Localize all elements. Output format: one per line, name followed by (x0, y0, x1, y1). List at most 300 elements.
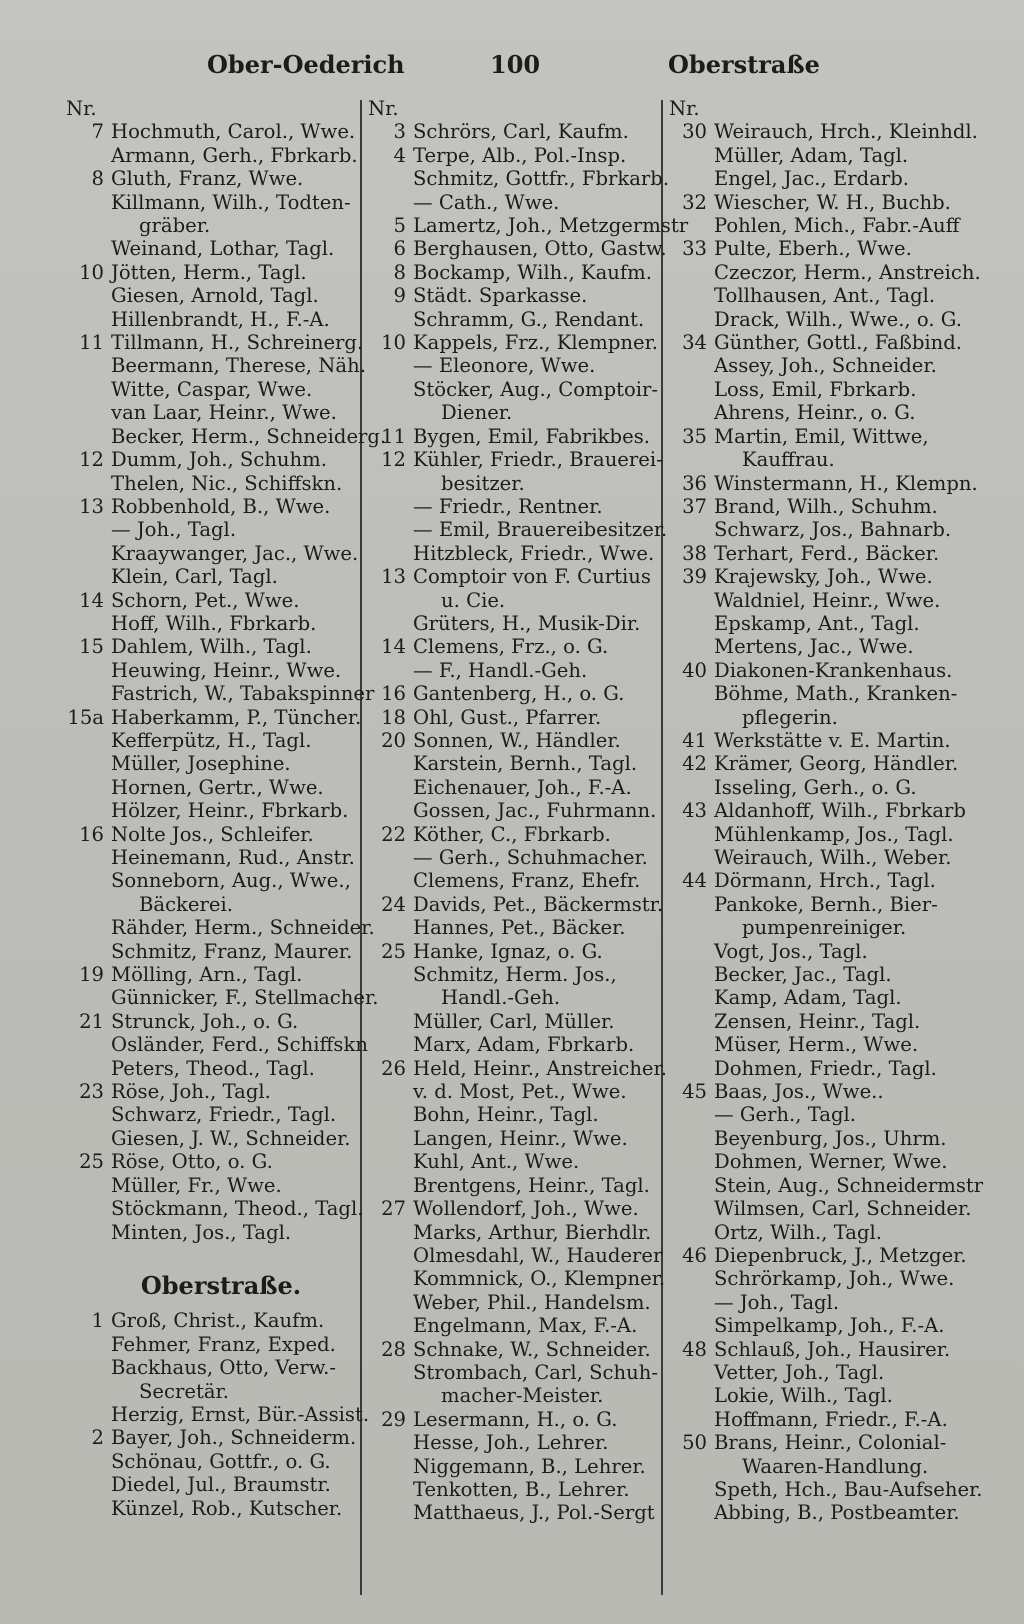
directory-entry (66, 963, 356, 986)
resident-text: Brentgens, Heinr., Tagl. (413, 1173, 650, 1197)
directory-entry (368, 1291, 661, 1314)
directory-entry (66, 1450, 356, 1473)
resident-text: Müller, Fr., Wwe. (111, 1173, 282, 1197)
directory-entry (669, 565, 971, 588)
directory-entry (66, 120, 356, 143)
directory-entry (669, 378, 971, 401)
house-number: 8 (91, 167, 104, 191)
house-number: 23 (79, 1080, 104, 1104)
resident-text: Bäckerei. (139, 892, 233, 916)
resident-text: — Friedr., Rentner. (413, 494, 603, 518)
resident-text: Eichenauer, Joh., F.-A. (413, 775, 632, 799)
house-number (66, 191, 111, 214)
directory-entry (669, 448, 971, 471)
house-number: 15a (67, 705, 104, 729)
directory-entry (368, 1501, 661, 1524)
resident-text: Dohmen, Werner, Wwe. (714, 1150, 948, 1174)
directory-entry (669, 612, 971, 635)
resident-text: Haberkamm, P., Tüncher. (111, 705, 362, 729)
directory-entry (368, 776, 661, 799)
house-number (368, 799, 413, 822)
house-number (669, 706, 714, 729)
house-number: 13 (79, 494, 104, 518)
directory-entry (669, 425, 971, 448)
resident-text: Kommnick, O., Klempner. (413, 1267, 666, 1291)
directory-entry (669, 940, 971, 963)
resident-text: Jötten, Herm., Tagl. (111, 260, 307, 284)
resident-text: Krajewsky, Joh., Wwe. (714, 565, 933, 589)
house-number (66, 1333, 111, 1356)
house-number (368, 1010, 413, 1033)
directory-entry (669, 1455, 971, 1478)
resident-text: Minten, Jos., Tagl. (111, 1220, 292, 1244)
house-number: 16 (381, 682, 406, 706)
resident-text: Bohn, Heinr., Tagl. (413, 1103, 599, 1127)
house-number: 11 (381, 424, 406, 448)
resident-text: Clemens, Frz., o. G. (413, 635, 609, 659)
resident-text: Comptoir von F. Curtius (413, 565, 651, 589)
house-number (669, 1291, 714, 1314)
resident-text: Weirauch, Wilh., Weber. (714, 846, 952, 869)
directory-entry (368, 191, 661, 214)
directory-entry (669, 167, 971, 190)
directory-entry (669, 1291, 971, 1314)
resident-text: Heuwing, Heinr., Wwe. (111, 658, 342, 682)
directory-entry (368, 472, 661, 495)
house-number (669, 354, 714, 377)
house-number: 22 (381, 822, 406, 846)
directory-entry (66, 589, 356, 612)
directory-entry (669, 1127, 971, 1150)
directory-entry (368, 1056, 667, 1080)
directory-entry (669, 1267, 971, 1290)
house-number (66, 1380, 111, 1403)
resident-text: Nolte Jos., Schleifer. (111, 822, 314, 846)
resident-text: Diener. (441, 401, 513, 425)
resident-text: Schmitz, Gottfr., Fbrkarb. (413, 167, 670, 191)
resident-text: Drack, Wilh., Wwe., o. G. (714, 307, 962, 331)
house-number (669, 518, 714, 541)
resident-text: Köther, C., Fbrkarb. (413, 822, 611, 846)
resident-text: Dumm, Joh., Schuhm. (111, 448, 327, 472)
column-2 (368, 97, 689, 1525)
directory-entry (66, 1033, 368, 1057)
directory-entry (669, 706, 971, 729)
resident-text: Städt. Sparkasse. (413, 284, 588, 308)
directory-entry (368, 986, 661, 1009)
house-number (669, 1174, 714, 1197)
house-number (66, 1403, 111, 1426)
house-number: 25 (381, 939, 406, 963)
house-number (669, 682, 714, 705)
house-number (368, 1501, 413, 1524)
directory-entry (66, 869, 356, 892)
house-number (66, 682, 111, 705)
directory-entry (66, 940, 356, 963)
resident-text: Schorn, Pet., Wwe. (111, 588, 300, 612)
house-number (669, 378, 714, 401)
directory-entry (368, 1103, 661, 1126)
resident-text: Terhart, Ferd., Bäcker. (714, 541, 940, 565)
house-number: 13 (381, 565, 406, 589)
resident-text: Lesermann, H., o. G. (413, 1407, 618, 1431)
directory-entry (66, 424, 387, 448)
directory-entry (368, 1080, 661, 1103)
house-number (66, 425, 111, 448)
directory-entry (66, 518, 356, 541)
house-number: 10 (79, 260, 104, 284)
house-number (66, 378, 111, 401)
directory-entry (368, 1244, 661, 1267)
directory-entry (669, 1384, 971, 1407)
resident-text: Zensen, Heinr., Tagl. (714, 1009, 921, 1033)
house-number (368, 1384, 413, 1407)
house-number (669, 144, 714, 167)
column-divider-2 (661, 100, 663, 1595)
directory-entry (368, 963, 661, 986)
resident-text: — Cath., Wwe. (413, 190, 560, 214)
resident-text: Aldanhoff, Wilh., Fbrkarb (714, 799, 966, 823)
house-number: 21 (79, 1009, 104, 1033)
resident-text: Tillmann, H., Schreinerg. (111, 331, 364, 355)
directory-entry (66, 1473, 356, 1496)
resident-text: Röse, Joh., Tagl. (111, 1080, 271, 1104)
directory-entry (66, 705, 362, 729)
directory-entry (66, 635, 356, 658)
resident-text: Hillenbrandt, H., F.-A. (111, 307, 330, 331)
resident-text: Becker, Jac., Tagl. (714, 963, 892, 987)
resident-text: Weirauch, Hrch., Kleinhdl. (714, 120, 978, 144)
resident-text: Grüters, H., Musik-Dir. (413, 611, 641, 635)
resident-text: Kamp, Adam, Tagl. (714, 986, 902, 1010)
page-number: 100 (490, 50, 541, 79)
directory-entry (66, 1010, 356, 1033)
resident-text: Becker, Herm., Schneiderg. (111, 424, 387, 448)
resident-text: Matthaeus, J., Pol.-Sergt (413, 1501, 655, 1525)
house-number (669, 940, 714, 963)
resident-text: Gluth, Franz, Wwe. (111, 167, 304, 191)
directory-entry (66, 729, 356, 752)
house-number (669, 167, 714, 190)
resident-text: Simpelkamp, Joh., F.-A. (714, 1314, 945, 1338)
house-number (66, 940, 111, 963)
house-number (66, 1127, 111, 1150)
house-number (669, 1361, 714, 1384)
directory-entry (66, 214, 356, 237)
house-number (66, 1033, 111, 1056)
resident-text: Marks, Arthur, Bierhdlr. (413, 1220, 652, 1244)
directory-entry (368, 1197, 661, 1220)
directory-entry (66, 472, 356, 495)
resident-text: Hölzer, Heinr., Fbrkarb. (111, 799, 349, 823)
directory-entry (669, 284, 971, 307)
house-number (368, 167, 413, 190)
house-number: 25 (79, 1150, 104, 1174)
house-number (66, 799, 111, 822)
directory-entry (66, 565, 356, 588)
house-number: 5 (393, 214, 406, 238)
directory-entry (66, 1174, 356, 1197)
house-number: 15 (79, 635, 104, 659)
house-number: 38 (682, 541, 707, 565)
resident-text: v. d. Most, Pet., Wwe. (413, 1080, 627, 1104)
directory-entry (669, 1103, 971, 1126)
directory-entry (368, 495, 661, 518)
house-number (368, 1033, 413, 1056)
house-number (669, 846, 714, 869)
resident-text: Weinand, Lothar, Tagl. (111, 237, 335, 261)
directory-entry (669, 495, 971, 518)
directory-entry (368, 1408, 661, 1431)
resident-text: Osländer, Ferd., Schiffskn (111, 1033, 368, 1057)
resident-text: Stöckmann, Theod., Tagl. (111, 1197, 364, 1221)
directory-entry (669, 1173, 984, 1197)
house-number: 9 (393, 284, 406, 308)
house-number (66, 612, 111, 635)
directory-entry (669, 1501, 971, 1524)
resident-text: Müller, Carl, Müller. (413, 1009, 615, 1033)
directory-entry (66, 752, 356, 775)
directory-entry (669, 1408, 971, 1431)
house-number (669, 823, 714, 846)
directory-entry (368, 1010, 661, 1033)
resident-text: Klein, Carl, Tagl. (111, 565, 278, 589)
house-number (66, 1450, 111, 1473)
house-number: 26 (381, 1056, 406, 1080)
house-number (368, 1267, 413, 1290)
resident-text: Terpe, Alb., Pol.-Insp. (413, 143, 627, 167)
resident-text: Hoffmann, Friedr., F.-A. (714, 1407, 948, 1431)
directory-entry (669, 659, 971, 682)
resident-text: Tollhausen, Ant., Tagl. (714, 284, 936, 308)
directory-entry (368, 518, 668, 542)
house-number (368, 1455, 413, 1478)
resident-text: Engelmann, Max, F.-A. (413, 1314, 638, 1338)
directory-entry (66, 144, 356, 167)
house-number: 27 (381, 1197, 406, 1221)
column-1-section-entries (66, 1309, 370, 1520)
house-number: 20 (381, 728, 406, 752)
house-number (368, 472, 413, 495)
directory-entry (368, 1455, 661, 1478)
house-number (669, 261, 714, 284)
house-number (669, 214, 714, 237)
column-3-entries (669, 97, 984, 1525)
resident-text: Kauffrau. (742, 448, 835, 472)
house-number (368, 1174, 413, 1197)
resident-text: Vogt, Jos., Tagl. (714, 939, 868, 963)
directory-entry (66, 1402, 370, 1426)
house-number: 12 (79, 448, 104, 472)
directory-entry (669, 869, 971, 892)
resident-text: Peters, Theod., Tagl. (111, 1056, 315, 1080)
column-2-entries (368, 97, 689, 1525)
house-number (368, 963, 413, 986)
directory-entry (368, 1384, 661, 1407)
column-1-entries (66, 97, 387, 1244)
column-header (368, 97, 661, 120)
house-number: 18 (381, 705, 406, 729)
house-number (669, 1501, 714, 1524)
house-number (669, 776, 714, 799)
directory-entry (669, 986, 971, 1009)
resident-text: Nr. (669, 97, 700, 120)
resident-text: Schönau, Gottfr., o. G. (111, 1449, 331, 1473)
resident-text: Fastrich, W., Tabakspinner (111, 682, 375, 706)
house-number: 30 (682, 120, 707, 144)
resident-text: Stöcker, Aug., Comptoir- (413, 377, 659, 401)
directory-entry (368, 1267, 666, 1291)
resident-text: Schmitz, Herm. Jos., (413, 963, 617, 987)
directory-entry (66, 1197, 364, 1221)
resident-text: Kefferpütz, H., Tagl. (111, 728, 312, 752)
resident-text: Künzel, Rob., Kutscher. (111, 1496, 343, 1520)
resident-text: Langen, Heinr., Wwe. (413, 1126, 628, 1150)
resident-text: Weber, Phil., Handelsm. (413, 1290, 651, 1314)
house-number (66, 542, 111, 565)
resident-text: — Joh., Tagl. (714, 1290, 840, 1314)
resident-text: Heinemann, Rud., Anstr. (111, 846, 355, 869)
house-number: 32 (682, 190, 707, 214)
directory-entry (669, 1314, 971, 1337)
resident-text: Olmesdahl, W., Hauderer (413, 1243, 663, 1267)
house-number (66, 729, 111, 752)
house-number (66, 659, 111, 682)
house-number (669, 401, 714, 424)
directory-entry (368, 120, 661, 143)
resident-text: Niggemann, B., Lehrer. (413, 1454, 646, 1478)
directory-entry (66, 799, 356, 822)
resident-text: Schrörs, Carl, Kaufm. (413, 120, 629, 144)
resident-text: — F., Handl.-Geh. (413, 658, 588, 682)
house-number (368, 401, 413, 424)
resident-text: Mertens, Jac., Wwe. (714, 635, 914, 659)
header-left-street: Ober-Oederich (207, 50, 405, 79)
resident-text: Sonneborn, Aug., Wwe., (111, 869, 351, 893)
house-number: 12 (381, 448, 406, 472)
resident-text: Epskamp, Ant., Tagl. (714, 611, 920, 635)
directory-entry (368, 1127, 661, 1150)
directory-entry (368, 214, 689, 238)
resident-text: Wiescher, W. H., Buchb. (714, 190, 951, 214)
directory-entry (669, 893, 971, 916)
resident-text: Abbing, B., Postbeamter. (714, 1501, 960, 1525)
resident-text: Schramm, G., Rendant. (413, 307, 645, 331)
directory-entry (669, 1150, 971, 1173)
directory-entry (368, 1338, 661, 1361)
resident-text: Karstein, Bernh., Tagl. (413, 752, 638, 776)
resident-text: Mühlenkamp, Jos., Tagl. (714, 822, 954, 846)
resident-text: Pankoke, Bernh., Bier- (714, 892, 938, 916)
directory-entry (368, 1174, 661, 1197)
directory-entry (368, 401, 661, 424)
house-number (368, 354, 413, 377)
house-number (669, 1103, 714, 1126)
house-number (66, 1057, 111, 1080)
directory-entry (66, 1380, 356, 1403)
house-number (66, 752, 111, 775)
directory-entry (66, 776, 356, 799)
directory-entry (368, 144, 661, 167)
house-number (368, 589, 413, 612)
resident-text: Berghausen, Otto, Gastw. (413, 237, 667, 261)
directory-entry (368, 892, 664, 916)
directory-entry (669, 542, 971, 565)
section-title: Oberstraße. (140, 1270, 302, 1300)
house-number: 50 (682, 1431, 707, 1455)
resident-text: Tenkotten, B., Lehrer. (413, 1477, 630, 1501)
resident-text: Secretär. (139, 1379, 229, 1403)
resident-text: Werkstätte v. E. Martin. (714, 728, 951, 752)
resident-text: Böhme, Math., Kranken- (714, 682, 958, 706)
resident-text: Speth, Hch., Bau-Aufseher. (714, 1477, 983, 1501)
directory-entry (66, 1150, 356, 1173)
directory-entry (368, 542, 661, 565)
directory-entry (368, 729, 661, 752)
house-number (368, 869, 413, 892)
page-header (0, 50, 1024, 90)
house-number (66, 1197, 111, 1220)
resident-text: Marx, Adam, Fbrkarb. (413, 1033, 635, 1057)
directory-entry (66, 1080, 356, 1103)
house-number (66, 565, 111, 588)
directory-entry (66, 659, 356, 682)
house-number: 39 (682, 565, 707, 589)
resident-text: Fehmer, Franz, Exped. (111, 1332, 336, 1356)
resident-text: Kraaywanger, Jac., Wwe. (111, 541, 359, 565)
resident-text: Witte, Caspar, Wwe. (111, 377, 313, 401)
house-number (368, 1080, 413, 1103)
house-number (66, 472, 111, 495)
directory-entry (368, 752, 661, 775)
resident-text: — Emil, Brauereibesitzer. (413, 518, 668, 542)
directory-entry (669, 963, 971, 986)
resident-text: Davids, Pet., Bäckermstr. (413, 892, 664, 916)
house-number (66, 986, 111, 1009)
directory-entry (368, 1361, 661, 1384)
house-number (368, 986, 413, 1009)
house-number (66, 401, 111, 424)
directory-entry (669, 144, 971, 167)
resident-text: Dörmann, Hrch., Tagl. (714, 869, 936, 893)
resident-text: Martin, Emil, Wittwe, (714, 424, 929, 448)
house-number (66, 214, 111, 237)
house-number (669, 963, 714, 986)
resident-text: — Joh., Tagl. (111, 518, 237, 542)
directory-entry (368, 1314, 661, 1337)
house-number: 11 (79, 331, 104, 355)
house-number (669, 589, 714, 612)
house-number (669, 1384, 714, 1407)
resident-text: besitzer. (441, 471, 525, 495)
resident-text: Schlauß, Joh., Hausirer. (714, 1337, 951, 1361)
house-number (368, 308, 413, 331)
directory-entry (66, 1426, 356, 1449)
house-number (368, 1314, 413, 1337)
directory-entry (368, 1431, 661, 1454)
house-number (66, 893, 111, 916)
house-number: 34 (682, 331, 707, 355)
resident-text: Hornen, Gertr., Wwe. (111, 775, 324, 799)
resident-text: Ortz, Wilh., Tagl. (714, 1220, 882, 1244)
directory-entry (368, 1150, 661, 1173)
resident-text: Dahlem, Wilh., Tagl. (111, 635, 312, 659)
house-number: 41 (682, 728, 707, 752)
house-number (368, 1478, 413, 1501)
directory-entry (66, 1333, 356, 1356)
resident-text: pumpenreiniger. (742, 916, 907, 940)
house-number: 36 (682, 471, 707, 495)
